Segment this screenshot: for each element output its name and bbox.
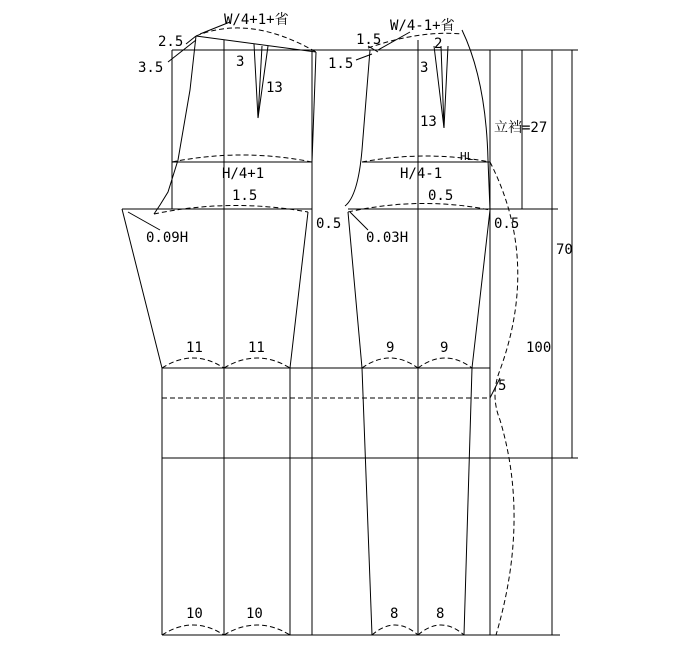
back-panel xyxy=(122,22,316,635)
front-knee-left: 9 xyxy=(386,340,395,356)
front-hip-formula: H/4-1 xyxy=(400,166,443,182)
back-side-seam-top xyxy=(312,52,316,162)
front-dart-width: 2 xyxy=(434,36,443,52)
back-knee-arc-right xyxy=(224,358,290,368)
front-outseam xyxy=(464,210,490,635)
back-leader-25 xyxy=(186,36,196,44)
back-hip-formula: H/4+1 xyxy=(222,166,265,182)
back-waist-curve xyxy=(196,28,316,52)
front-waist-formula: W/4-1+省 xyxy=(390,18,455,34)
front-hem-left: 8 xyxy=(390,606,399,622)
front-waist-curve xyxy=(368,33,462,48)
front-waist-shift-top: 1.5 xyxy=(356,32,382,48)
back-knee-left: 11 xyxy=(186,340,203,356)
total-length-label: 100 xyxy=(526,340,552,356)
back-leader-09h xyxy=(128,212,160,230)
knee-offset-label: 5 xyxy=(498,378,507,394)
front-side-seam-top xyxy=(462,30,490,210)
front-knee-arc-left xyxy=(362,358,418,368)
front-fly-seam xyxy=(345,50,370,206)
back-top-raise: 2.5 xyxy=(158,34,184,50)
back-hem-left: 10 xyxy=(186,606,203,622)
back-hip-curve xyxy=(172,155,312,162)
front-dart-length: 13 xyxy=(420,114,437,130)
back-hem-arc-left xyxy=(162,625,224,635)
back-dart-side: 3 xyxy=(236,54,245,70)
front-leader-03h xyxy=(350,212,368,230)
back-inseam xyxy=(122,209,162,635)
front-side-mark: 0.5 xyxy=(494,216,520,232)
front-hem-right: 8 xyxy=(436,606,445,622)
back-hem-right: 10 xyxy=(246,606,263,622)
back-crotch-curve xyxy=(154,205,308,214)
front-dart-side: 3 xyxy=(420,60,429,76)
back-dart-length: 13 xyxy=(266,80,283,96)
back-knee-arc-left xyxy=(162,358,224,368)
front-inseam xyxy=(348,212,372,635)
back-crotch-ext: 0.09H xyxy=(146,230,189,246)
back-side-mark: 0.5 xyxy=(316,216,342,232)
front-waist-shift: 1.5 xyxy=(328,56,354,72)
back-hem-arc-right xyxy=(224,625,290,635)
front-leader-formula xyxy=(378,32,410,50)
front-knee-arc-right xyxy=(418,358,472,368)
waist-knee-label: 70 xyxy=(556,242,573,258)
front-outer-reference-curve xyxy=(490,162,518,635)
front-hip-mark: 0.5 xyxy=(428,188,454,204)
front-hem-arc-left xyxy=(372,625,418,635)
front-hem-arc-right xyxy=(418,625,464,635)
back-knee-right: 11 xyxy=(248,340,265,356)
labels xyxy=(138,11,573,622)
front-crotch-curve xyxy=(348,203,490,212)
back-side-raise: 3.5 xyxy=(138,60,164,76)
front-hl-mark: HL xyxy=(460,150,474,163)
front-crotch-ext: 0.03H xyxy=(366,230,409,246)
front-knee-right: 9 xyxy=(440,340,449,356)
rise-label: 立裆=27 xyxy=(494,120,548,136)
back-waist-formula: W/4+1+省 xyxy=(224,12,289,28)
back-hip-mark: 1.5 xyxy=(232,188,258,204)
back-outseam xyxy=(290,212,308,635)
